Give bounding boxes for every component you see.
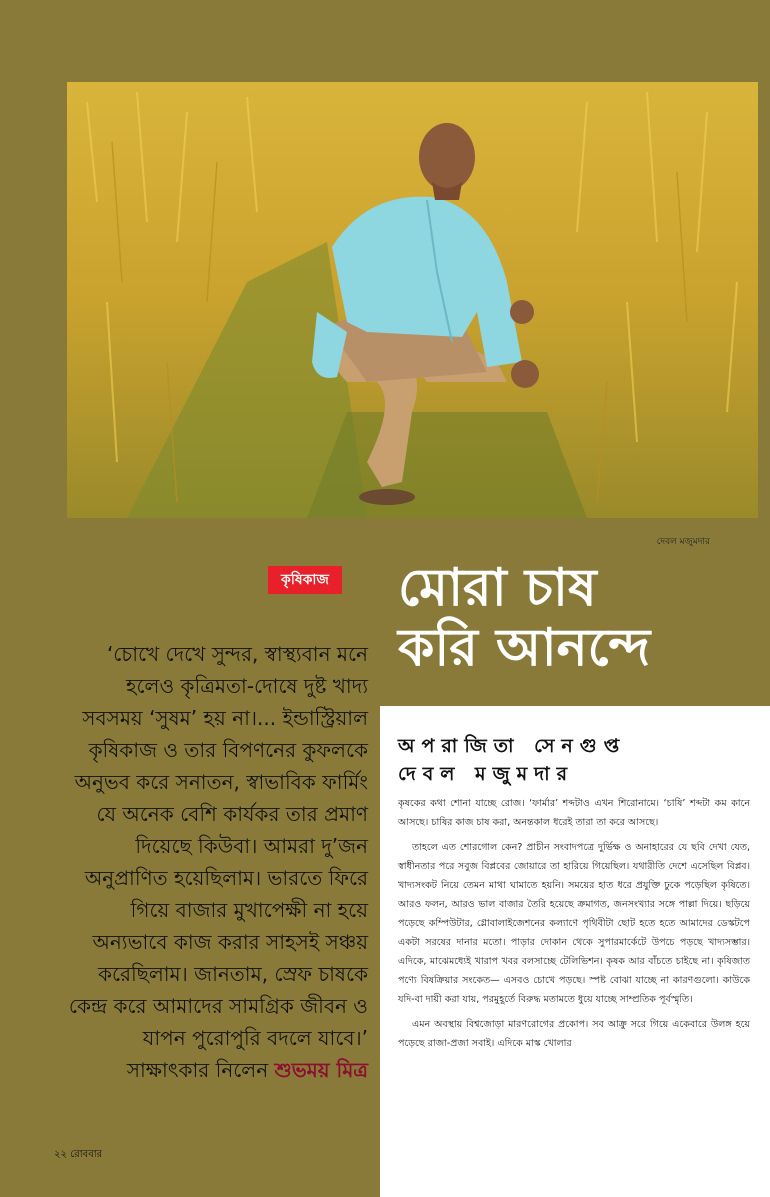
body-paragraph: তাহলে এত শোরগোল কেন? প্রাচীন সংবাদপত্রে দুর্ভিক্ষ ও অনাহারের যে ছবি দেখা যেত, স্বাধীনতার পরে সবুজ বিপ্লবের জোয়ারে তা হারিয়ে গিয়েছিল। যথারীতি দেশে এসেছিল বিপ্লব। খাদ্যসংকট নিয়ে তেমন মাথা ঘামাতে হয়নি। সময়ের হাত ধরে প্রযুক্তি ঢুকে পড়েছিল কৃষিতে। আরও ফলন, আরও ভাল বাজার তৈরি হয়েছে ক্রমাগত, জনসংখ্যার সঙ্গে পাল্লা দিয়ে। ছড়িয়ে পড়েছে কম্পিউটার, গ্লোবালাইজেশনের কল্যাণে পৃথিবীটা ছোট হতে হতে আমাদের ডেস্কটপে একটা সরষের দানার মতো। পাড়ার দোকান থেকে সুপারমার্কেটে উপচে পড়ছে খাদ্যসম্ভার। এদিকে, মাঝেমধ্যেই খারাপ খবর বলসাচ্ছে টেলিভিশন। কৃষক আর বাঁচতে চাইছে না। কৃষিজাত পণ্যে বিষক্রিয়ার সংকেত— এসবও চোখে পড়ছে। স্পষ্ট বোঝা যাচ্ছে না কারণগুলো। কাউকে যদি-বা দায়ী করা যায়, পরমুহূর্তে বিরুদ্ধ মতামতে ধুয়ে যাচ্ছে সাম্প্রতিক পূর্বস্মৃতি।: [398, 842, 750, 1005]
article-body: [398, 794, 750, 1059]
pull-quote-text: ‘চোখে দেখে সুন্দর, স্বাস্থ্যবান মনে হলেও কৃত্রিমতা-দোষে দুষ্ট খাদ্য সবসময় ‘সুষম’ হয় না।... ইন্ডাস্ট্রিয়াল কৃষিকাজ ও তার বিপণনের কুফলকে অনুভব করে সনাতন, স্বাভাবিক ফার্মিং যে অনেক বেশি কার্যকর তার প্রমাণ দিয়েছে কিউবা। আমরা দু’জন অনুপ্রাণিত হয়েছিলাম। ভারতে ফিরে গিয়ে বাজার মুখাপেক্ষী না হয়ে অন্যভাবে কাজ করার সাহসই সঞ্চয় করেছিলাম। জানতাম, স্রেফ চাষকে কেন্দ্র করে আমাদের সামগ্রিক জীবন ও যাপন পুরোপুরি বদলে যাবে।’: [68, 642, 368, 1050]
page-footer: ২২ রোববার: [54, 1149, 103, 1160]
body-paragraph: কৃষকের কথা শোনা যাচ্ছে রোজ। ‘ফার্মার’ শব্দটাও এখন শিরোনামে। ‘চাষি’ শব্দটা কম কানে আসছে। চাষির কাজ চাষ করা, অনন্তকাল ধরেই তারা তা করে আসছে।: [398, 798, 750, 828]
author-1: অপরাজিতা সেনগুপ্ত: [398, 735, 627, 757]
pull-quote: [62, 638, 368, 1086]
section-tag: কৃষিকাজ: [268, 566, 342, 594]
headline-line-2: করি আনন্দে: [398, 617, 651, 678]
photo-credit: দেবল মজুমদার: [656, 537, 710, 547]
headline: [398, 558, 760, 678]
interview-prefix: সাক্ষাৎকার নিলেন: [126, 1058, 269, 1082]
interviewer-name: শুভময় মিত্র: [274, 1058, 368, 1082]
rice-field-illustration: [67, 82, 758, 518]
interview-credit: [62, 1054, 368, 1086]
cover-photo: [67, 82, 758, 518]
author-2: দেবল মজুমদার: [398, 763, 575, 785]
headline-line-1: মোরা চাষ: [398, 557, 597, 618]
author-block: [398, 732, 748, 788]
body-paragraph: এমন অবস্থায় বিশ্বজোড়া মারণরোগের প্রকোপ। সব আক্রু সরে গিয়ে একেবারে উলঙ্গ হয়ে পড়েছে রাজা-প্রজা সবাই। এদিকে মাস্ক খোলার: [398, 1019, 750, 1049]
